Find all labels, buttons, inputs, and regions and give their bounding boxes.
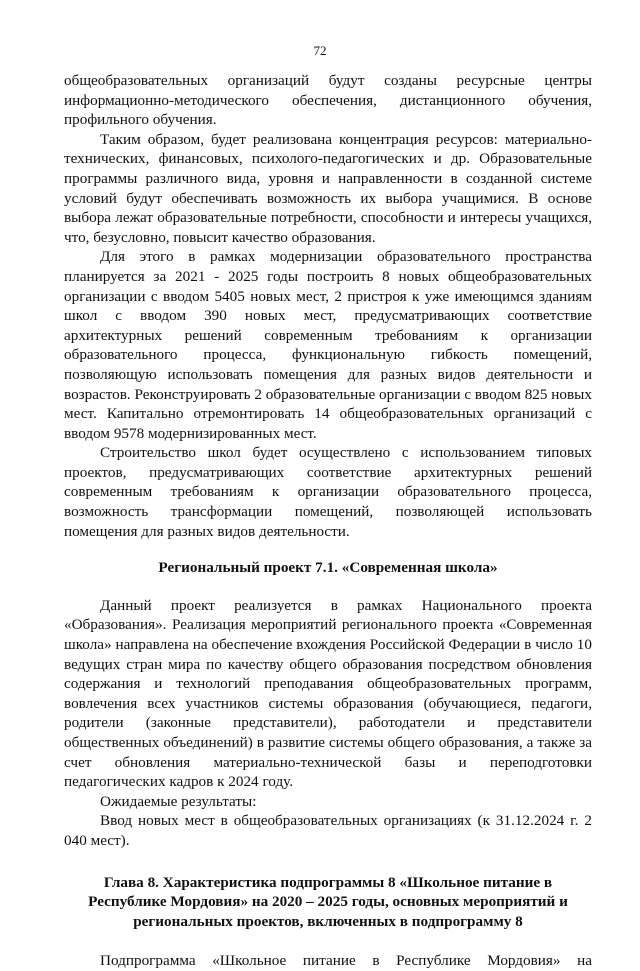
paragraph-expected-results: Ввод новых мест в общеобразовательных организациях (к 31.12.2024 г. 2 040 мест). — [64, 812, 592, 849]
paragraph-resource-centers: общеобразовательных организаций будут созданы ресурсные центры информационно-методического обеспечения, дистанционного обучения, профильного обучения. — [64, 72, 592, 129]
project-heading: Региональный проект 7.1. «Современная школа» — [158, 559, 498, 577]
chapter-heading: Глава 8. Характеристика подпрограммы 8 «Школьное питание в Республике Мордовия» на 2020 – 2025 годы, основных мероприятий и региональных проектов, включенных в подпрограмму 8 — [88, 873, 568, 930]
paragraph-modernization-plan: Для этого в рамках модернизации образовательного пространства планируется за 2021 - 2025 годы построить 8 новых общеобразовательных организации с вводом 5405 новых мест, 2 пристроя к уже имеющимся зданиям школ с вводом 390 новых мест, предусматривающих соответствие архитектурных решений современным требованиям к организации образовательного процесса, функциональную гибкость помещений, позволяющую использовать помещения для разных видов деятельности и возрастов. Реконструировать 2 образовательные организации с вводом 825 новых мест. Капитально отремонтировать 14 общеобразовательных организаций с вводом 9578 модернизированных мест. — [64, 248, 592, 442]
paragraph-subprogram-start: Подпрограмма «Школьное питание в Республике Мордовия» на — [100, 952, 592, 970]
paragraph-project-description: Данный проект реализуется в рамках Национального проекта «Образования». Реализация мероприятий регионального проекта «Современная школа» направлена на обеспечение вхождения Российской Федерации в число 10 ведущих стран мира по качеству общего образования посредством обновления содержания и технологий преподавания общеобразовательных программ, вовлечения всех участников системы образования (обучающиеся, педагоги, родители (законные представители), работодатели и представители общественных объединений) в развитие системы общего образования, а также за счет обновления материально-технической базы и переподготовки педагогических кадров к 2024 году. — [64, 596, 592, 791]
paragraph-expected-results-label: Ожидаемые результаты: — [100, 792, 257, 810]
paragraph-school-construction: Строительство школ будет осуществлено с использованием типовых проектов, предусматривающих соответствие архитектурных решений современным требованиям к организации образовательного процесса, возможность трансформации помещений, позволяющей использовать помещения для разных видов деятельности. — [64, 444, 592, 540]
document-body — [64, 71, 592, 971]
page-number: 72 — [313, 43, 327, 58]
paragraph-resource-concentration: Таким образом, будет реализована концентрация ресурсов: материально-технических, финансовых, психолого-педагогических и др. Образовательные программы различного вида, уровня и направленности в созданной системе условий будут обеспечивать возможность их выбора учащимися. В основе выбора лежат образовательные потребности, способности и интересы учащихся, что, безусловно, повысит качество образования. — [64, 130, 592, 246]
